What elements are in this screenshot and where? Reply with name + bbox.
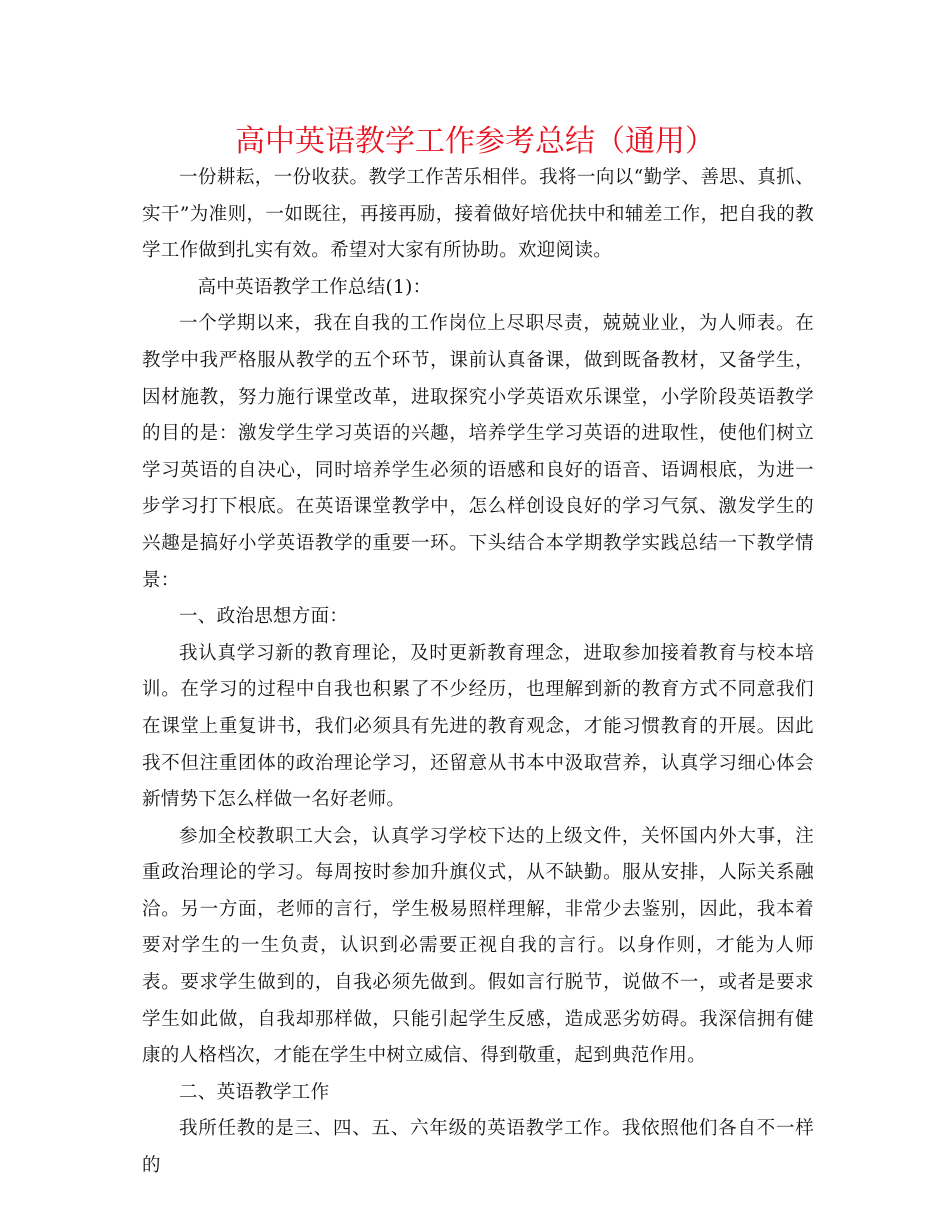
intro-paragraph: 一份耕耘，一份收获。教学工作苦乐相伴。我将一向以“勤学、善思、真抓、实干”为准则，一如既往，再接再励，接着做好培优扶中和辅差工作，把自我的教学工作做到扎实有效。希望对大家有所协助。欢迎阅读。 — [142, 167, 814, 262]
body-paragraph: 参加全校教职工大会，认真学习学校下达的上级文件，关怀国内外大事，注重政治理论的学习。每周按时参加升旗仪式，从不缺勤。服从安排，人际关系融洽。另一方面，老师的言行，学生极易照样理解，非常少去鉴别，因此，我本着要对学生的一生负责，认识到必需要正视自我的言行。以身作则，才能为人师表。要求学生做到的，自我必须先做到。假如言行脱节，说做不一，或者是要求学生如此做，自我却那样做，只能引起学生反感，造成恶劣妨碍。我深信拥有健康的人格档次，才能在学生中树立威信、得到敬重，起到典范作用。 — [142, 825, 814, 1067]
document-body — [142, 160, 814, 1185]
section-heading-political: 一、政治思想方面： — [179, 606, 349, 628]
section-heading-english-teaching: 二、英语教学工作 — [179, 1081, 330, 1103]
body-paragraph: 我认真学习新的教育理论，及时更新教育理念，进取参加接着教育与校本培训。在学习的过程中自我也积累了不少经历，也理解到新的教育方式不同意我们在课堂上重复讲书，我们必须具有先进的教育观念，才能习惯教育的开展。因此我不但注重团体的政治理论学习，还留意从书本中汲取营养，认真学习细心体会新情势下怎么样做一名好老师。 — [142, 642, 814, 811]
section-subtitle: 高中英语教学工作总结(1)： — [197, 276, 432, 298]
document-title: 高中英语教学工作参考总结（通用） — [235, 124, 715, 159]
body-paragraph: 我所任教的是三、四、五、六年级的英语教学工作。我依照他们各自不一样的 — [142, 1118, 814, 1177]
body-paragraph: 一个学期以来，我在自我的工作岗位上尽职尽责，兢兢业业，为人师表。在教学中我严格服从教学的五个环节，课前认真备课，做到既备教材，又备学生，因材施教，努力施行课堂改革，进取探究小学英语欢乐课堂，小学阶段英语教学的目的是：激发学生学习英语的兴趣，培养学生学习英语的进取性，使他们树立学习英语的自决心，同时培养学生必须的语感和良好的语音、语调根底，为进一步学习打下根底。在英语课堂教学中，怎么样创设良好的学习气氛、激发学生的兴趣是搞好小学英语教学的重要一环。下头结合本学期教学实践总结一下教学情景： — [142, 313, 814, 591]
